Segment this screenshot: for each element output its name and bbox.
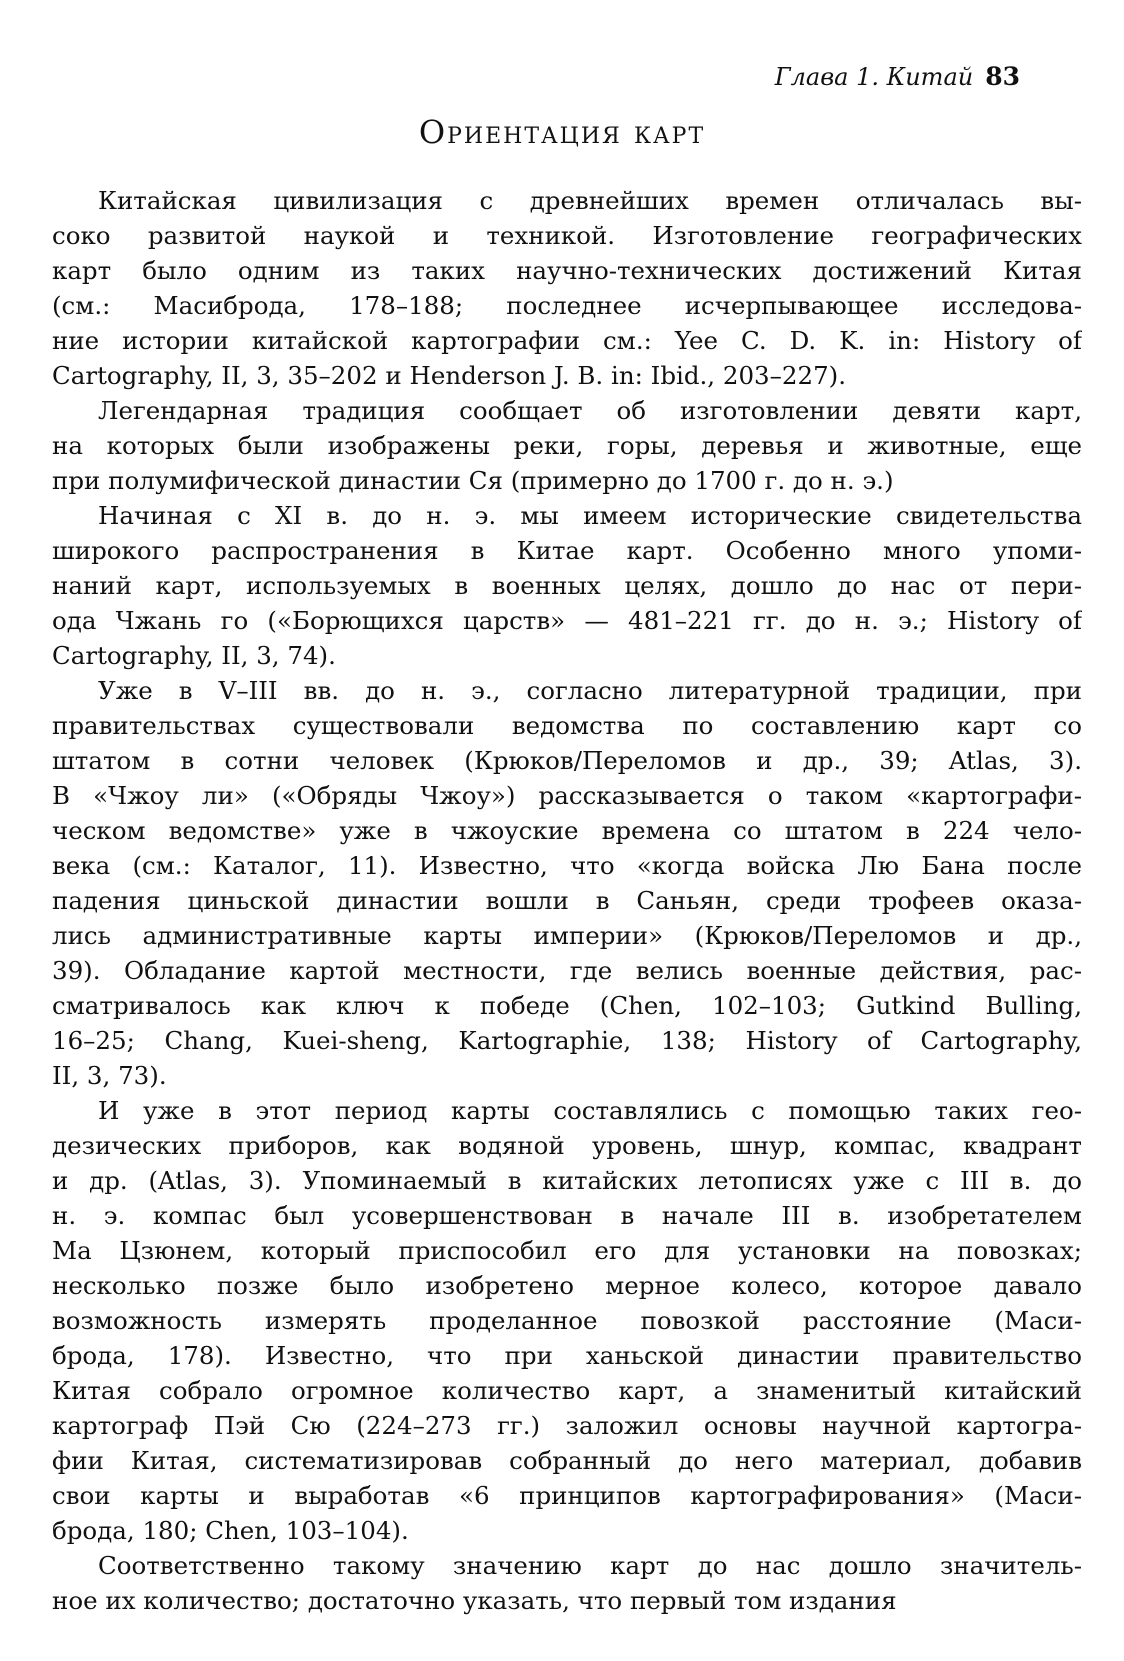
text-line: 16–25; Chang, Kuei-sheng, Kartographie, 138; History of Cartography, <box>52 1026 1082 1055</box>
text-line: на которых были изображены реки, горы, деревья и животные, еще <box>52 431 1082 460</box>
text-line: штатом в сотни человек (Крюков/Переломов и др., 39; Atlas, 3). <box>52 746 1082 775</box>
text-line: широкого распространения в Китае карт. Особенно много упоми- <box>52 536 1082 565</box>
text-line: брода, 180; Chen, 103–104). <box>52 1516 409 1545</box>
text-line: Уже в V–III вв. до н. э., согласно литературной традиции, при <box>98 676 1082 705</box>
section-title: Ориентация карт <box>418 113 706 151</box>
text-line: дезических приборов, как водяной уровень, шнур, компас, квадрант <box>52 1131 1082 1160</box>
paragraph <box>52 498 1082 673</box>
text-line: фии Китая, систематизировав собранный до него материал, добавив <box>52 1446 1082 1475</box>
chapter-title: Глава 1. Китай <box>774 63 974 91</box>
text-line: лись административные карты империи» (Крюков/Переломов и др., <box>52 921 1082 950</box>
text-line: ние истории китайской картографии см.: Yee C. D. K. in: History of <box>52 326 1082 355</box>
text-line: Начиная с XI в. до н. э. мы имеем исторические свидетельства <box>98 501 1082 530</box>
text-line: II, 3, 73). <box>52 1061 167 1090</box>
text-line: свои карты и выработав «6 принципов картографирования» (Маси- <box>52 1481 1082 1510</box>
text-line: сматривалось как ключ к победе (Chen, 102–103; Gutkind Bulling, <box>52 991 1082 1020</box>
text-line: (см.: Масиброда, 178–188; последнее исчерпывающее исследова- <box>52 291 1082 320</box>
text-line: И уже в этот период карты составлялись с помощью таких гео- <box>98 1096 1082 1125</box>
paragraph <box>52 183 1082 393</box>
text-line: ода Чжань го («Борющихся царств» — 481–221 гг. до н. э.; History of <box>52 606 1082 635</box>
text-line: 39). Обладание картой местности, где велись военные действия, рас- <box>52 956 1082 985</box>
text-line: карт было одним из таких научно-технических достижений Китая <box>52 256 1082 285</box>
text-line: Cartography, II, 3, 74). <box>52 641 336 670</box>
text-line: века (см.: Каталог, 11). Известно, что «когда войска Лю Бана после <box>52 851 1082 880</box>
running-head <box>775 62 1020 92</box>
text-line: Китайская цивилизация с древнейших времен отличалась вы- <box>98 186 1082 215</box>
text-line: ное их количество; достаточно указать, что первый том издания <box>52 1586 897 1615</box>
text-line: Китая собрало огромное количество карт, а знаменитый китайский <box>52 1376 1082 1405</box>
paragraph <box>52 1093 1082 1548</box>
text-line: возможность измерять проделанное повозкой расстояние (Маси- <box>52 1306 1082 1335</box>
paragraph <box>52 393 1082 498</box>
text-line: и др. (Atlas, 3). Упоминаемый в китайских летописях уже с III в. до <box>52 1166 1082 1195</box>
text-line: Cartography, II, 3, 35–202 и Henderson J. B. in: Ibid., 203–227). <box>52 361 847 390</box>
text-line: при полумифической династии Ся (примерно до 1700 г. до н. э.) <box>52 466 894 495</box>
text-line: падения циньской династии вошли в Саньян, среди трофеев оказа- <box>52 886 1082 915</box>
page-number: 83 <box>985 62 1020 91</box>
text-line: Легендарная традиция сообщает об изготовлении девяти карт, <box>98 396 1082 425</box>
text-line: В «Чжоу ли» («Обряды Чжоу») рассказывается о таком «картографи- <box>52 781 1082 810</box>
text-line: наний карт, используемых в военных целях, дошло до нас от пери- <box>52 571 1082 600</box>
text-line: соко развитой наукой и техникой. Изготовление географических <box>52 221 1082 250</box>
text-line: Ма Цзюнем, который приспособил его для установки на повозках; <box>52 1236 1082 1265</box>
text-line: несколько позже было изобретено мерное колесо, которое давало <box>52 1271 1082 1300</box>
paragraph <box>52 1548 1082 1618</box>
text-line: н. э. компас был усовершенствован в начале III в. изобретателем <box>52 1201 1082 1230</box>
text-line: ческом ведомстве» уже в чжоуские времена со штатом в 224 чело- <box>52 816 1082 845</box>
text-line: брода, 178). Известно, что при ханьской династии правительство <box>52 1341 1082 1370</box>
text-line: правительствах существовали ведомства по составлению карт со <box>52 711 1082 740</box>
text-line: Соответственно такому значению карт до нас дошло значитель- <box>98 1551 1082 1580</box>
text-line: картограф Пэй Сю (224–273 гг.) заложил основы научной картогра- <box>52 1411 1082 1440</box>
body-text <box>52 183 1082 1618</box>
paragraph <box>52 673 1082 1093</box>
